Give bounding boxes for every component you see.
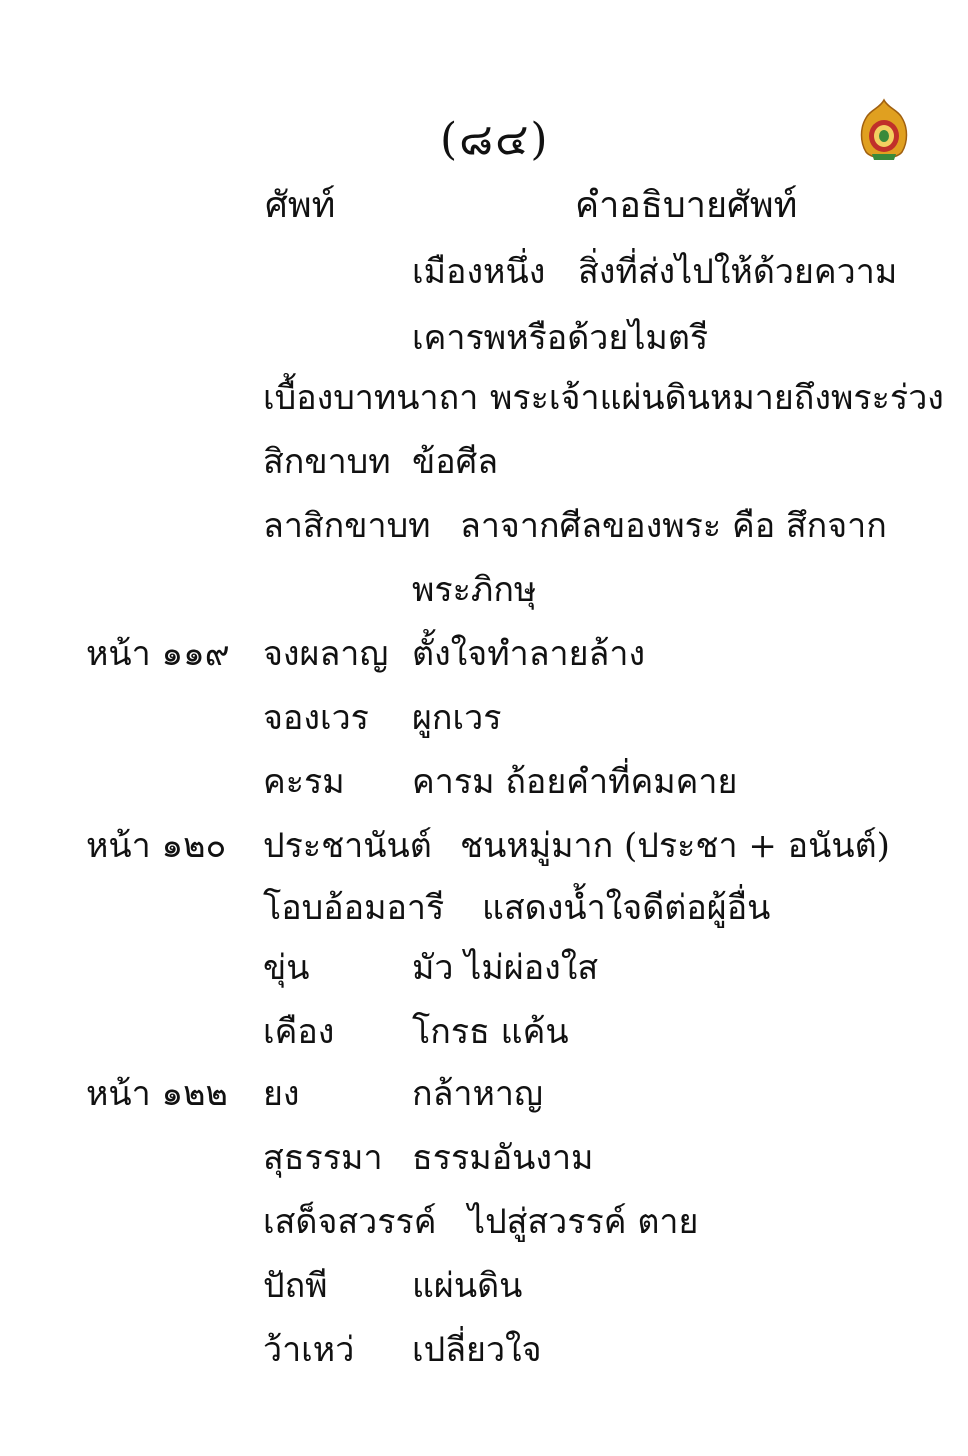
glossary-term: เบื้องบาทนาถา <box>263 378 479 418</box>
glossary-term: ลาสิกขาบท <box>263 506 431 546</box>
glossary-definition: แสดงน้ำใจดีต่อผู้อื่น <box>482 888 771 928</box>
glossary-term: ยง <box>263 1074 300 1114</box>
glossary-term: สิกขาบท <box>263 442 391 482</box>
emblem-logo <box>858 98 910 164</box>
glossary-definition: ข้อศีล <box>412 442 499 482</box>
glossary-term: จองเวร <box>263 698 369 738</box>
header-term-label: ศัพท์ <box>265 185 336 226</box>
glossary-term: จงผลาญ <box>263 634 389 674</box>
page-reference: หน้า ๑๒๐ <box>86 826 227 866</box>
glossary-term: เคือง <box>263 1012 335 1052</box>
glossary-definition: ตั้งใจทำลายล้าง <box>412 634 646 674</box>
glossary-term: สุธรรมา <box>263 1138 383 1178</box>
glossary-term: ว้าเหว่ <box>263 1330 355 1370</box>
glossary-term: เสด็จสวรรค์ <box>263 1202 437 1242</box>
glossary-term: ประชานันต์ <box>263 826 432 866</box>
glossary-definition: กล้าหาญ <box>412 1074 543 1114</box>
glossary-term: เมืองหนึ่ง <box>412 252 546 292</box>
glossary-definition: ลาจากศีลของพระ คือ สึกจาก <box>460 506 887 546</box>
glossary-term: คะรม <box>263 762 345 802</box>
glossary-definition: ไปสู่สวรรค์ ตาย <box>468 1202 699 1242</box>
page-number: (๘๔) <box>440 114 550 165</box>
glossary-definition: แผ่นดิน <box>412 1266 523 1306</box>
glossary-term: ขุ่น <box>263 948 310 988</box>
page-reference: หน้า ๑๑๙ <box>86 634 230 674</box>
glossary-definition: ธรรมอันงาม <box>412 1138 594 1178</box>
glossary-definition: ผูกเวร <box>412 698 502 738</box>
page-reference: หน้า ๑๒๒ <box>86 1074 228 1114</box>
glossary-definition: ชนหมู่มาก (ประชา + อนันต์) <box>460 826 890 866</box>
glossary-definition: เปลี่ยวใจ <box>412 1330 542 1370</box>
glossary-definition: มัว ไม่ผ่องใส <box>412 948 599 988</box>
glossary-definition: พระเจ้าแผ่นดินหมายถึงพระร่วง <box>490 378 944 418</box>
glossary-definition: โกรธ แค้น <box>412 1012 569 1052</box>
glossary-definition: พระภิกษุ <box>412 570 537 610</box>
glossary-definition: สิ่งที่ส่งไปให้ด้วยความ <box>578 252 898 292</box>
glossary-term: โอบอ้อมอารี <box>263 888 445 928</box>
glossary-term: ปัถพี <box>263 1266 328 1306</box>
glossary-definition: เคารพหรือด้วยไมตรี <box>412 318 709 358</box>
header-definition-label: คำอธิบายศัพท์ <box>575 185 798 226</box>
glossary-definition: คารม ถ้อยคำที่คมคาย <box>412 762 738 802</box>
